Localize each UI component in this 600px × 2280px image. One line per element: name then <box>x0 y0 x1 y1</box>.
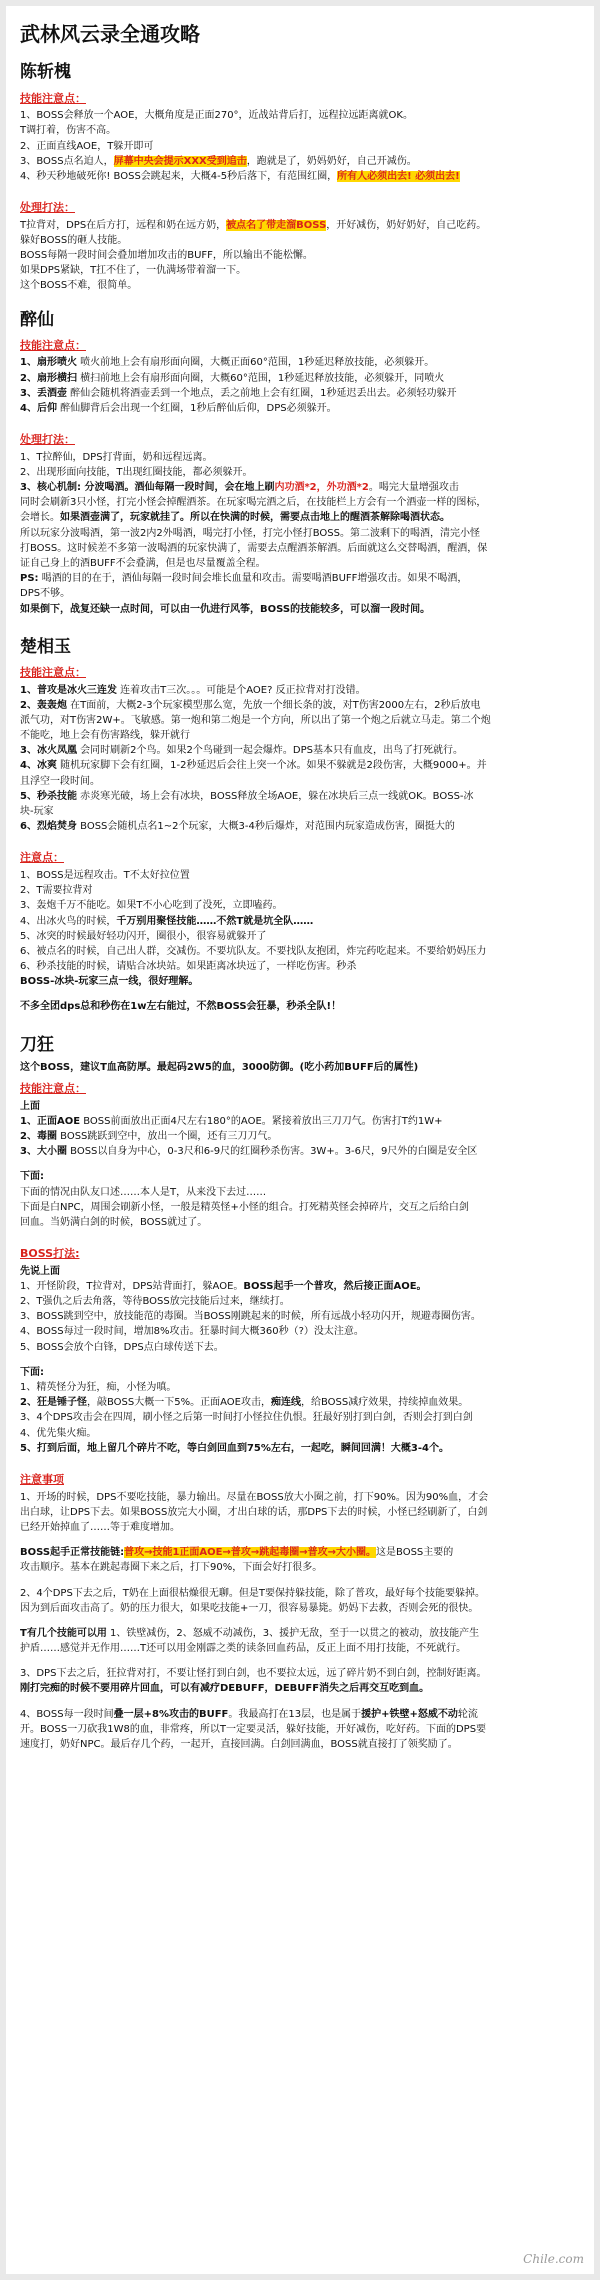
tactic-line: 如果DPS紧缺，T扛不住了，一仇满场带着溜一下。 <box>20 265 247 277</box>
section-heading: 处理打法： <box>20 433 75 447</box>
note-line: BOSS起手正常技能链:普攻→技能1正面AOE→普攻→跳起毒圈→普攻→大小圈。这是BOSS主要的 <box>20 1547 454 1559</box>
note-line: 2、正面直线AOE，T躲开即可 <box>20 140 154 152</box>
tactic-line: 1、精英怪分为狂，痴，小怪为嗔。 <box>20 1382 177 1394</box>
skill-line: 1、普攻是冰火三连发 连着攻击T三次。。。可能是个AOE? 反正拉背对打没错。 <box>20 684 366 696</box>
boss-name: 刀狂 <box>20 1034 54 1055</box>
tactic-line: 2、狂是锤子怪，敲BOSS大概一下5%。正面AOE攻击，痴连线，给BOSS减疗效果，持续掉血效果。 <box>20 1397 469 1409</box>
warning-line: 不多全团dps总和秒伤在1w左右能过，不然BOSS会狂暴，秒杀全队!！ <box>20 1001 342 1013</box>
tactic-line: 打BOSS。这时候差不多第一波喝酒的玩家快满了，需要去点醒酒茶解酒。后面就这么交替喝酒，醒酒，保 <box>20 542 488 554</box>
skill-line: 2、扇形横扫 横扫前地上会有扇形面向圈，大概60°范围，1秒延迟释放技能，必须躲开，同喷火 <box>20 372 445 384</box>
note-line: 1、开场的时候，DPS不要吃技能，暴力输出。尽量在BOSS放大小圈之前，打下90%。因为90%血，才会 <box>20 1491 489 1503</box>
note-line: 出白球，让DPS下去。如果BOSS放完大小圈，才出白球的话，那DPS下去的时候，小怪已经刷新了，白剑 <box>20 1506 488 1518</box>
note-line: 6、被点名的时候，自己出人群，交减伤。不要坑队友。不要找队友抱团，炸完药吃起来。不要给奶妈压力 <box>20 945 487 957</box>
skill-line: 3、丢酒壶 醉仙会随机将酒壶丢到一个地点，丢之前地上会有红圈，1秒延迟丢出去。必须轻功躲开 <box>20 387 457 399</box>
note-line: 1、BOSS会释放一个AOE，大概角度是正面270°，近战站背后打，远程拉远距离就OK。 <box>20 110 413 122</box>
skill-line: 派气功，对T伤害2W+。飞敏感。第一炮和第二炮是一个方向，所以出了第一个炮之后就立马走。第二个炮 <box>20 714 491 726</box>
section-heading: 处理打法： <box>20 201 75 215</box>
tactic-line: PS: 喝酒的目的在于，酒仙每隔一段时间会堆长血量和攻击。需要喝酒BUFF增强攻击。如果不喝酒， <box>20 573 468 585</box>
skill-line: 1、扇形喷火 喷火前地上会有扇形面向圈，大概正面60°范围，1秒延迟释放技能，必须躲开。 <box>20 357 435 369</box>
note-line: 4、BOSS每一段时间叠一层+8%攻击的BUFF。我最高打在13层，也是属于援护+铁壁+怒威不动轮流 <box>20 1708 478 1720</box>
note-line: 开。BOSS一刀砍我1W8的血，非常疼，所以T一定要灵活，躲好技能，开好减伤，吃好药。下面的DPS要 <box>20 1723 487 1735</box>
skill-line: 6、烈焰焚身 BOSS会随机点名1~2个玩家，大概3-4秒后爆炸，对范围内玩家造成伤害，圈挺大的 <box>20 821 455 833</box>
sub-heading: 下面: <box>20 1366 44 1378</box>
skill-line: 4、冰爽 随机玩家脚下会有红圈，1-2秒延迟后会往上突一个冰。如果不躲就是2段伤害，大概9000+。并 <box>20 760 487 772</box>
section-heading: 技能注意点： <box>20 338 86 352</box>
tactic-line: 证自己身上的酒BUFF不会叠满，但是也尽量覆盖全程。 <box>20 558 266 570</box>
intro-line: 这个BOSS，建议T血高防厚。最起码2W5的血，3000防御。(吃小药加BUFF后的属性) <box>20 1061 419 1073</box>
note-line: 2、4个DPS下去之后，T奶在上面很枯燥很无聊。但是T要保持躲技能，除了普攻，最好每个技能要躲掉。 <box>20 1587 486 1599</box>
note-line: 速度打，奶好NPC。最后存几个药，一起开，直接回满。白剑回满血，BOSS就直接打了领奖励了。 <box>20 1739 458 1750</box>
highlight: 普攻→技能1正面AOE→普攻→跳起毒圈→普攻→大小圈。 <box>124 1547 377 1559</box>
tactic-line: 5、打到后面，地上留几个碎片不吃，等白剑回血到75%左右，一起吃，瞬间回满！大概3-4个。 <box>20 1442 449 1454</box>
note-line: 护盾……感觉并无作用……T还可以用金刚霹之类的读条回血药品，反正上面不用打技能，不死就行。 <box>20 1643 467 1655</box>
note-line: 已经开始掉血了……等于难度增加。 <box>20 1521 180 1533</box>
tactic-line: 躲好BOSS的砸人技能。 <box>20 234 128 246</box>
note-line: 4、出冰火鸟的时候，千万别用聚怪技能……不然T就是坑全队…… <box>20 915 314 927</box>
section-heading: 技能注意点： <box>20 91 86 105</box>
boss-section-zuixian <box>20 308 582 617</box>
highlight: 屏幕中央会提示XXX受到追击 <box>113 155 247 167</box>
tactic-line: DPS不够。 <box>20 588 71 600</box>
sub-heading: 下面: <box>20 1171 44 1183</box>
page-title: 武林风云录全通攻略 <box>20 22 200 46</box>
highlight: 被点名了带走溜BOSS <box>226 219 327 231</box>
boss-section-daokuang <box>20 1033 582 1753</box>
note-line: 6、秒杀技能的时候，请贴合冰块站。如果距离冰块远了，一样吃伤害。秒杀 <box>20 961 357 973</box>
boss-section-chen <box>20 60 582 293</box>
note-line: 2、T需要拉背对 <box>20 885 93 897</box>
boss-name: 楚相玉 <box>20 636 71 657</box>
tactic-line: 同时会刷新3只小怪，打完小怪会掉醒酒茶。在玩家喝完酒之后，在技能栏上方会有一个酒壶一样的图标， <box>20 497 487 509</box>
highlight: 所有人必须出去! 必须出去! <box>337 170 460 182</box>
tactic-line: 如果倒下，战复还缺一点时间，可以由一仇进行风筝，BOSS的技能较多，可以溜一段时间。 <box>20 603 431 615</box>
skill-line: 1、正面AOE BOSS前面放出正面4尺左右180°的AOE。紧接着放出三刀刀气。伤害打T约1W+ <box>20 1115 443 1127</box>
note-line: 3、轰炮千万不能吃。如果T不小心吃到了没死，立即嗑药。 <box>20 900 283 912</box>
sub-heading: 先说上面 <box>20 1265 60 1277</box>
section-heading: 技能注意点： <box>20 1081 86 1095</box>
guide-page <box>6 6 594 2274</box>
note-line: T调打着，伤害不高。 <box>20 125 117 137</box>
section-heading: 注意点： <box>20 851 64 865</box>
tactic-line: 3、4个DPS攻击会在四周，刷小怪之后第一时间打小怪拉住仇恨。狂最好别打到白剑，否则会打到白剑 <box>20 1412 473 1424</box>
note-line: 回血。当奶满白剑的时候，BOSS就过了。 <box>20 1216 208 1228</box>
note-line: 刚打完痴的时候不要用碎片回血，可以有减疗DEBUFF，DEBUFF消失之后再交互吃到血。 <box>20 1683 430 1695</box>
section-heading: 技能注意点： <box>20 665 86 679</box>
tactic-line: T拉背对，DPS在后方打，远程和奶在远方奶，被点名了带走溜BOSS，开好减伤，奶好奶好，自己吃药。 <box>20 219 487 231</box>
tactic-line: 所以玩家分波喝酒，第一波2内2外喝酒，喝完打小怪，打完小怪打BOSS。第二波剩下的喝酒，清完小怪 <box>20 527 480 539</box>
sub-heading: 上面 <box>20 1100 40 1112</box>
note-line: 攻击顺序。基本在跳起毒圈下来之后，打下90%，下面会好打很多。 <box>20 1562 323 1574</box>
note-line: T有几个技能可以用 1、铁壁减伤，2、怒威不动减伤，3、援护无敌，至于一以贯之的被动，放技能产生 <box>20 1627 480 1639</box>
tactic-line: 3、核心机制: 分波喝酒。酒仙每隔一段时间，会在地上刷内功酒*2，外功酒*2。喝完大量增强攻击 <box>20 482 459 494</box>
tactic-line: 这个BOSS不难，很简单。 <box>20 280 138 292</box>
skill-line: 2、轰轰炮 在T面前，大概2-3个玩家模型那么宽，先放一个细长条的波，对T伤害2000左右，2秒后放电 <box>20 699 481 711</box>
tactic-line: BOSS每隔一段时间会叠加增加攻击的BUFF，所以输出不能松懈。 <box>20 250 313 262</box>
note-line: 因为到后面攻击高了。奶的压力很大，如果吃技能+一刀，很容易暴毙。奶妈下去救，否则会死的很快。 <box>20 1602 479 1614</box>
note-line: 下面是白NPC，周围会刷新小怪，一般是精英怪+小怪的组合。打死精英怪会掉碎片，交互之后给白剑 <box>20 1201 469 1213</box>
skill-line: 5、秒杀技能 赤炎寒光破，场上会有冰块，BOSS释放全场AOE，躲在冰块后三点一线就OK。BOSS-冰 <box>20 790 474 802</box>
watermark: Chile.com <box>523 2251 584 2266</box>
note-line: 下面的情况由队友口述……本人是T，从来没下去过…… <box>20 1186 267 1198</box>
boss-section-chuxiangyu <box>20 635 582 1015</box>
note-line: 5、冰突的时候最好轻功闪开，圈很小，很容易就躲开了 <box>20 930 267 942</box>
boss-name: 陈斩槐 <box>20 62 71 83</box>
tactic-line: 5、BOSS会放个白锋，DPS点白球传送下去。 <box>20 1341 224 1353</box>
tactic-line: 2、出现形面向技能，T出现红圈技能，都必须躲开。 <box>20 466 253 478</box>
skill-line: 2、毒圈 BOSS跳跃到空中，放出一个圈，还有三刀刀气。 <box>20 1130 278 1142</box>
note-line: 1、BOSS是远程攻击。T不太好拉位置 <box>20 869 190 881</box>
section-heading: 注意事项 <box>20 1472 64 1486</box>
skill-line: 3、冰火凤凰 会同时刷新2个鸟。如果2个鸟碰到一起会爆炸。DPS基本只有血皮，出鸟了打死就行。 <box>20 745 463 757</box>
skill-line: 3、大小圈 BOSS以自身为中心，0-3尺和6-9尺的红圈秒杀伤害。3W+。3-6尺，9尺外的白圈是安全区 <box>20 1146 478 1158</box>
tactic-line: 2、T强仇之后去角落，等待BOSS放完技能后过来，继续打。 <box>20 1296 290 1308</box>
note-line: BOSS-冰块-玩家三点一线，很好理解。 <box>20 976 199 988</box>
skill-line: 块-玩家 <box>20 806 54 817</box>
tactic-line: 1、T拉醉仙，DPS打背面，奶和远程远离。 <box>20 451 213 463</box>
section-heading: BOSS打法: <box>20 1247 80 1261</box>
tactic-line: 4、BOSS每过一段时间，增加8%攻击。狂暴时间大概360秒（?）没太注意。 <box>20 1326 364 1338</box>
skill-line: 不能吃，地上会有伤害路线，躲开就行 <box>20 730 190 742</box>
boss-name: 醉仙 <box>20 309 54 330</box>
tactic-line: 4、优先集火痴。 <box>20 1427 97 1439</box>
tactic-line: 会增长。如果酒壶满了，玩家就挂了。所以在快满的时候，需要点击地上的醒酒茶解除喝酒状态。 <box>20 512 450 524</box>
tactic-line: 3、BOSS跳到空中，放技能范的毒圈。当BOSS刚跳起来的时候，所有远战小轻功闪开，规避毒圈伤害。 <box>20 1311 481 1323</box>
skill-line: 且浮空一段时间。 <box>20 775 100 787</box>
note-line: 4、秒天秒地破死你! BOSS会跳起来，大概4-5秒后落下，有范围红圈，所有人必须出去! 必须出去! <box>20 170 460 182</box>
tactic-line: 1、开怪阶段，T拉背对，DPS站背面打，躲AOE。BOSS起手一个普攻，然后接正面AOE。 <box>20 1280 427 1292</box>
note-line: 3、DPS下去之后，狂拉背对打，不要让怪打到白剑，也不要拉太远，远了碎片奶不到白剑，控制好距离。 <box>20 1668 487 1680</box>
skill-line: 4、后仰 醉仙脚背后会出现一个红圈，1秒后醉仙后仰，DPS必须躲开。 <box>20 402 337 414</box>
note-line: 3、BOSS点名迫人，屏幕中央会提示XXX受到追击，跑就是了，奶妈奶好，自己开减伤。 <box>20 155 417 167</box>
